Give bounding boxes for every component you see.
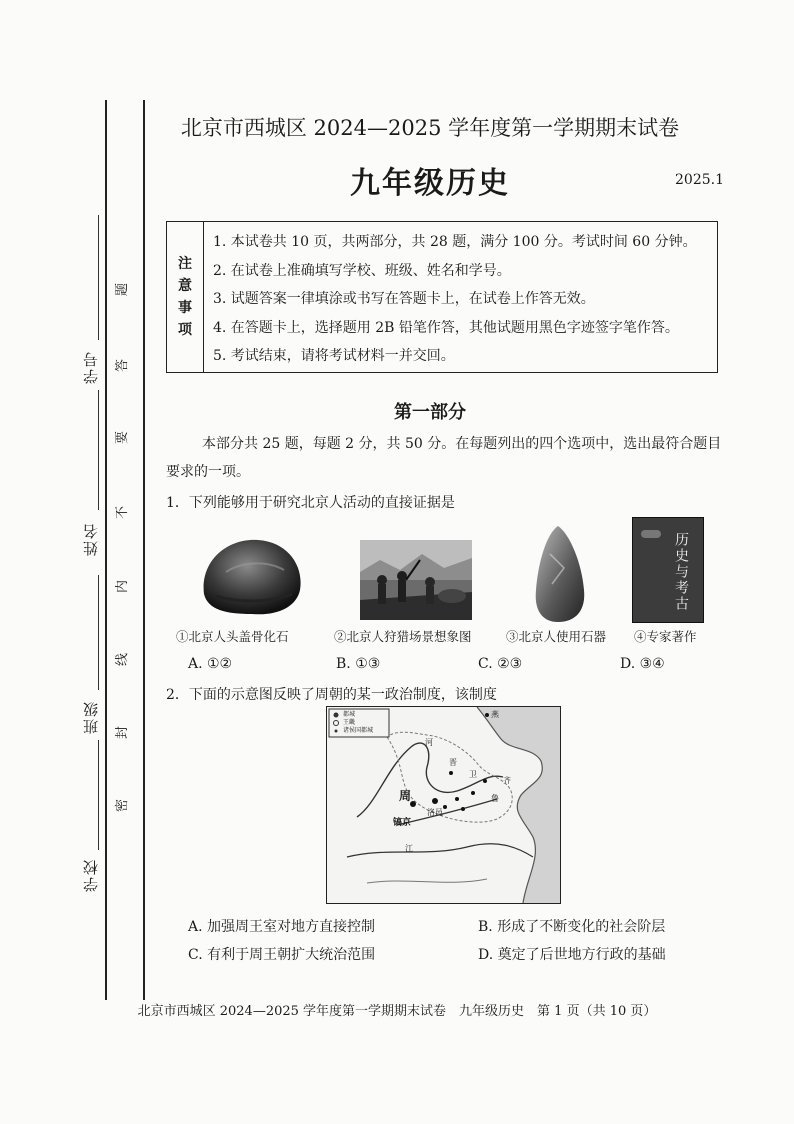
seal-char: 要: [115, 430, 131, 445]
margin-label-name: 姓名: [82, 522, 100, 556]
image-caption: ①北京人头盖骨化石: [176, 629, 289, 644]
exam-title: 北京市西城区 2024—2025 学年度第一学期期末试卷: [180, 116, 680, 140]
map-label: 洛邑: [427, 808, 443, 817]
subject-title: 九年级历史: [350, 166, 510, 201]
seal-char: 线: [115, 652, 131, 667]
answer-option[interactable]: A. ①②: [188, 656, 233, 672]
seal-char: 答: [115, 358, 131, 373]
map-legend-item: 王畿: [343, 719, 356, 726]
school-blank[interactable]: [98, 740, 99, 850]
book-cover-title: 历史与考古: [673, 532, 689, 612]
page-footer: 北京市西城区 2024—2025 学年度第一学期期末试卷 九年级历史 第 1 页（共 10 页）: [137, 1004, 657, 1019]
exam-date: 2025.1: [675, 172, 724, 188]
zhou-map: [326, 706, 561, 904]
notice-item: 1. 本试卷共 10 页，共两部分，共 28 题，满分 100 分。考试时间 60 分钟。: [213, 234, 697, 250]
image-caption: ②北京人狩猎场景想象图: [334, 629, 472, 644]
skull-fossil-image: [196, 532, 308, 620]
map-label: 卫: [469, 770, 477, 779]
answer-option[interactable]: D. ③④: [620, 656, 665, 672]
seal-char: 不: [115, 505, 131, 520]
seal-char: 题: [115, 282, 131, 297]
id-blank[interactable]: [98, 215, 99, 340]
image-caption: ③北京人使用石器: [506, 629, 607, 644]
seal-char: 内: [115, 579, 131, 594]
notice-heading-char: 事: [178, 300, 192, 316]
map-label: 镐京: [393, 818, 412, 828]
margin-line-inner: [143, 100, 145, 1000]
name-blank[interactable]: [98, 390, 99, 510]
book-cover-badge: [641, 530, 661, 538]
seal-char: 封: [115, 725, 131, 740]
notice-heading-char: 项: [178, 322, 192, 338]
notice-list: [213, 228, 711, 371]
map-label: 鲁: [491, 794, 499, 803]
answer-option[interactable]: B. 形成了不断变化的社会阶层: [478, 919, 666, 935]
question-1-stem: 1．下列能够用于研究北京人活动的直接证据是: [166, 495, 455, 511]
image-caption: ④专家著作: [634, 629, 697, 644]
hunting-scene-image: [360, 540, 472, 620]
map-label: 燕: [491, 710, 499, 719]
notice-item: 5. 考试结束，请将考试材料一并交回。: [213, 348, 455, 364]
notice-box: [166, 221, 718, 373]
notice-heading-char: 注: [178, 256, 192, 272]
map-label: 齐: [503, 776, 511, 785]
stone-tool-image: [530, 524, 590, 624]
margin-label-id: 学号: [82, 350, 100, 384]
map-label: 晋: [449, 758, 457, 767]
answer-option[interactable]: D. 奠定了后世地方行政的基础: [478, 947, 666, 963]
margin-line-outer: [105, 100, 107, 1000]
notice-heading: [167, 222, 204, 372]
notice-heading-char: 意: [178, 278, 192, 294]
answer-option[interactable]: C. ②③: [478, 656, 523, 672]
map-legend-item: 都城: [343, 711, 356, 718]
answer-option[interactable]: B. ①③: [336, 656, 381, 672]
seal-char: 密: [115, 798, 131, 813]
answer-option[interactable]: C. 有利于周王朝扩大统治范围: [188, 947, 376, 963]
notice-item: 3. 试题答案一律填涂或书写在答题卡上，在试卷上作答无效。: [213, 291, 595, 307]
map-label: 周: [399, 789, 412, 803]
answer-option[interactable]: A. 加强周王室对地方直接控制: [188, 919, 376, 935]
margin-label-school: 学校: [82, 858, 100, 892]
part-title: 第一部分: [394, 402, 466, 423]
class-blank[interactable]: [98, 575, 99, 690]
notice-item: 4. 在答题卡上，选择题用 2B 铅笔作答，其他试题用黑色字迹签字笔作答。: [213, 319, 679, 336]
part-intro: 本部分共 25 题，每题 2 分，共 50 分。在每题列出的四个选项中，选出最符合题目要求的一项。: [166, 436, 722, 480]
book-cover-image: [632, 517, 704, 623]
map-label: 河: [425, 738, 433, 747]
map-drawing: [327, 707, 560, 903]
notice-item: 2. 在试卷上准确填写学校、班级、姓名和学号。: [213, 262, 511, 279]
margin-label-class: 班级: [82, 700, 100, 734]
question-2-stem: 2．下面的示意图反映了周朝的某一政治制度，该制度: [166, 687, 497, 703]
map-legend-item: 诸侯国都城: [343, 727, 374, 734]
map-label: 江: [405, 844, 413, 853]
